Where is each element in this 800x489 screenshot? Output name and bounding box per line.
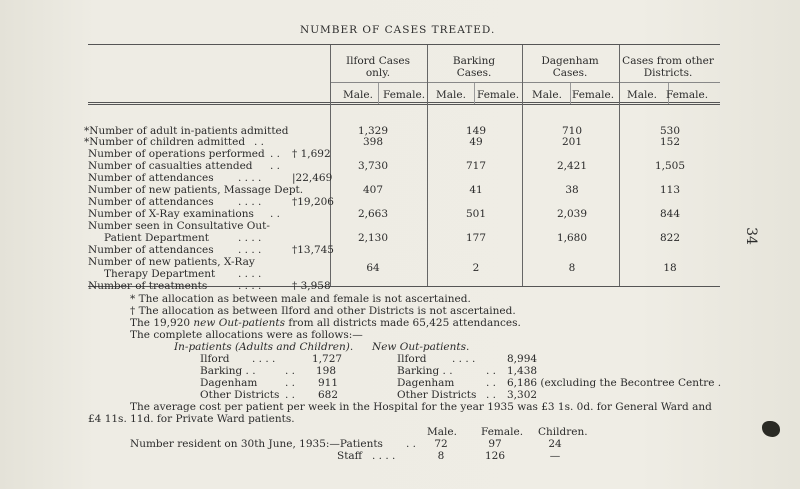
data-cell: 398	[362, 136, 384, 148]
outpatient-district: Dagenham	[397, 377, 455, 389]
inpatient-dots: . .	[285, 377, 296, 389]
sub-header-male: Male.	[532, 89, 562, 101]
row-label: Number of treatments	[88, 280, 208, 292]
resident-staff-label: Staff	[337, 450, 363, 462]
outpatient-value: 6,186 (excluding the Becontree Centre .	[507, 377, 722, 389]
inpatient-dots: . . . .	[252, 353, 276, 365]
row-dots: . . . .	[238, 172, 262, 184]
column-header-ilford: Ilford Cases only.	[345, 55, 411, 79]
sub-header-female: Female.	[572, 89, 615, 101]
data-cell: 2,039	[556, 208, 588, 220]
row-label: Number of operations performed	[88, 148, 265, 160]
row-label: Number of attendances	[88, 196, 214, 208]
column-divider	[427, 45, 428, 286]
resident-dots: . . . .	[372, 450, 396, 462]
resident-value: 126	[484, 450, 506, 462]
row-label: Number of X-Ray examinations	[88, 208, 254, 220]
inpatients-heading: In-patients (Adults and Children).	[174, 341, 354, 353]
outpatient-district: Other Districts	[397, 389, 477, 401]
row-label: Number of new patients, Massage Dept.	[88, 184, 304, 196]
table-top-rule	[88, 44, 720, 45]
row-dots: . .	[270, 160, 281, 172]
outpatient-dots: . .	[486, 389, 497, 401]
resident-value: 72	[434, 438, 448, 450]
sub-header-male: Male.	[436, 89, 466, 101]
column-divider	[522, 45, 523, 286]
header-bottom-rule	[88, 102, 720, 103]
row-label: Therapy Department	[104, 268, 216, 280]
total-cell: † 1,692	[292, 148, 331, 160]
row-dots: . . . .	[238, 280, 262, 292]
outpatient-value: 1,438	[507, 365, 538, 377]
data-cell: 8	[568, 262, 576, 274]
outpatient-district: Ilford	[397, 353, 427, 365]
data-cell: 2	[472, 262, 480, 274]
column-header-barking: Barking Cases.	[452, 55, 496, 79]
data-cell: 822	[659, 232, 681, 244]
outpatients-heading: New Out-patients.	[372, 341, 470, 353]
inpatient-district: Ilford	[200, 353, 230, 365]
row-label: Number of new patients, X-Ray	[88, 256, 255, 268]
outpatients-note: The 19,920 new Out-patients from all districts made 65,425 attendances.	[130, 317, 521, 329]
sub-column-divider	[474, 83, 475, 104]
data-cell: 501	[465, 208, 487, 220]
allocations-intro: The complete allocations were as follows:—	[130, 329, 363, 341]
row-label: Patient Department	[104, 232, 209, 244]
data-cell: 407	[362, 184, 384, 196]
sub-header-female: Female.	[477, 89, 520, 101]
data-cell: 149	[465, 125, 487, 137]
data-cell: 1,680	[556, 232, 588, 244]
resident-header-male: Male.	[427, 426, 457, 438]
resident-patients-label: Number resident on 30th June, 1935:—Patients	[130, 438, 383, 450]
inpatient-value: 198	[316, 365, 337, 377]
total-cell: |22,469	[292, 172, 333, 184]
column-header-dagenham: Dagenham Cases.	[541, 55, 599, 79]
data-cell: 113	[659, 184, 681, 196]
header-bottom-rule-2	[88, 104, 720, 105]
data-cell: 64	[366, 262, 380, 274]
data-cell: 177	[465, 232, 487, 244]
sub-header-male: Male.	[627, 89, 657, 101]
row-label: Number of attendances	[88, 172, 214, 184]
row-label: *Number of adult in-patients admitted	[84, 125, 289, 137]
outpatient-dots: . .	[486, 377, 497, 389]
footnote-dagger: † The allocation as between Ilford and other Districts is not ascertained.	[130, 305, 516, 317]
ink-blot	[762, 421, 780, 437]
data-cell: 530	[659, 125, 681, 137]
row-dots: . . . .	[238, 232, 262, 244]
data-cell: 844	[659, 208, 681, 220]
inpatient-value: 682	[318, 389, 339, 401]
total-cell: †13,745	[292, 244, 334, 256]
sub-header-female: Female.	[383, 89, 426, 101]
outpatient-dots: . . . .	[452, 353, 476, 365]
data-cell: 49	[469, 136, 483, 148]
total-cell: † 3,958	[292, 280, 331, 292]
inpatient-dots: . .	[285, 365, 296, 377]
data-cell: 2,421	[556, 160, 588, 172]
column-header-other: Cases from other Districts.	[622, 55, 714, 79]
column-divider	[619, 45, 620, 286]
inpatient-district: Barking . .	[200, 365, 256, 377]
row-dots: . .	[254, 136, 265, 148]
resident-value: —	[549, 450, 561, 462]
data-cell: 201	[561, 136, 583, 148]
row-dots: . .	[270, 148, 281, 160]
inpatient-district: Other Districts	[200, 389, 280, 401]
resident-value: 8	[437, 450, 445, 462]
data-cell: 2,663	[357, 208, 389, 220]
row-label: Number seen in Consultative Out-	[88, 220, 270, 232]
footnote-star: * The allocation as between male and female is not ascertained.	[130, 293, 471, 305]
row-dots: . . . .	[238, 268, 262, 280]
inpatient-dots: . .	[285, 389, 296, 401]
sub-column-divider	[378, 83, 379, 104]
outpatient-value: 8,994	[507, 353, 538, 365]
resident-dots: . .	[406, 438, 417, 450]
resident-header-female: Female.	[481, 426, 524, 438]
inpatient-value: 911	[318, 377, 339, 389]
data-cell: 41	[469, 184, 483, 196]
data-cell: 717	[465, 160, 487, 172]
cost-note-line1: The average cost per patient per week in the Hospital for the year 1935 was £3 1s. 0d. for General Ward and	[130, 401, 712, 413]
data-cell: 18	[663, 262, 677, 274]
row-label: Number of attendances	[88, 244, 214, 256]
outpatient-value: 3,302	[507, 389, 538, 401]
data-cell: 152	[659, 136, 681, 148]
sub-header-female: Female.	[666, 89, 709, 101]
data-cell: 38	[565, 184, 579, 196]
resident-value: 97	[488, 438, 502, 450]
data-cell: 2,130	[357, 232, 389, 244]
header-divider	[330, 82, 720, 83]
row-label: Number of casualties attended	[88, 160, 253, 172]
row-label: *Number of children admitted	[84, 136, 246, 148]
row-dots: . . . .	[238, 196, 262, 208]
sub-header-male: Male.	[343, 89, 373, 101]
resident-value: 24	[548, 438, 562, 450]
outpatient-dots: . .	[486, 365, 497, 377]
outpatient-district: Barking . .	[397, 365, 453, 377]
data-cell: 1,505	[654, 160, 686, 172]
page-number: 34	[742, 227, 759, 245]
inpatient-district: Dagenham	[200, 377, 258, 389]
total-cell: †19,206	[292, 196, 334, 208]
data-cell: 3,730	[357, 160, 389, 172]
row-dots: . .	[270, 208, 281, 220]
page-title: NUMBER OF CASES TREATED.	[300, 24, 496, 36]
resident-header-children: Children.	[538, 426, 588, 438]
cost-note-line2: £4 11s. 11d. for Private Ward patients.	[88, 413, 295, 425]
data-cell: 1,329	[357, 125, 389, 137]
row-dots: . . . .	[238, 244, 262, 256]
sub-column-divider	[570, 83, 571, 104]
inpatient-value: 1,727	[312, 353, 343, 365]
data-cell: 710	[561, 125, 583, 137]
